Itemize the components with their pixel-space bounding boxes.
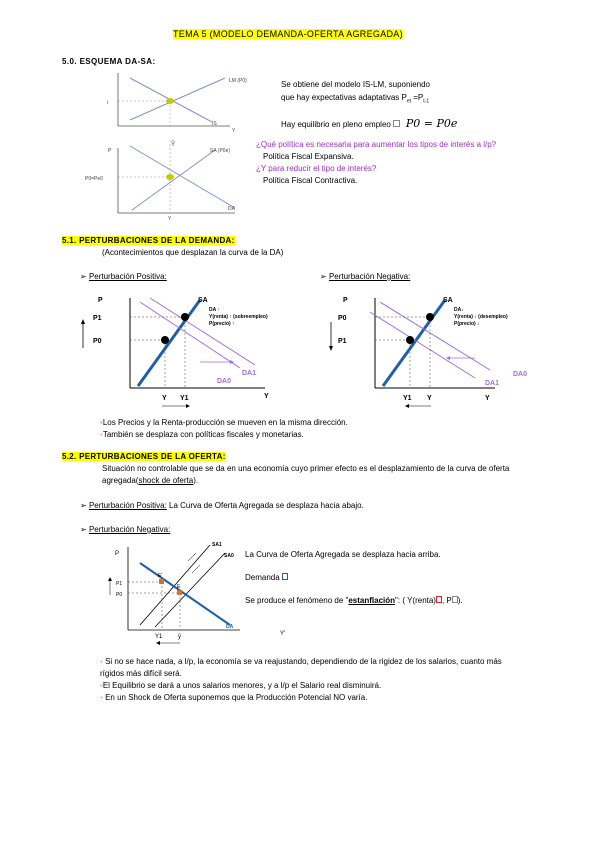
lm-label: LM (P0)	[229, 78, 247, 84]
svg-text:Y: Y	[427, 395, 432, 402]
svg-text:DA ↑: DA ↑	[209, 307, 220, 313]
question-1: ¿Qué política es necesaria para aumentar los tipos de interés a l/p?	[256, 140, 497, 149]
s52-para1: Situación no controlable que se da en una economía cuyo primer efecto es el desplazamiento de la curva de oferta	[102, 464, 510, 473]
svg-text:DA1: DA1	[242, 370, 257, 377]
svg-text:P(precio) ↓: P(precio) ↓	[454, 321, 480, 327]
pos-perturbation-label: ➢ Perturbación Positiva:	[80, 272, 167, 281]
svg-text:DA0: DA0	[513, 371, 528, 378]
svg-text:SA0: SA0	[224, 553, 234, 559]
svg-text:Y1: Y1	[403, 395, 412, 402]
demand-positive-graph	[90, 290, 290, 405]
ybar-label: Ȳ	[171, 142, 176, 148]
da-label: DA	[228, 206, 235, 212]
s52-para2: agregada(shock de oferta).	[102, 476, 199, 485]
svg-text:DA0: DA0	[217, 378, 232, 385]
answer-1: Política Fiscal Expansiva.	[263, 152, 354, 161]
s50-line3: Hay equilibrio en pleno empleo P0 = P0e	[281, 117, 458, 130]
svg-text:Y(renta) ↑ (sobreempleo): Y(renta) ↑ (sobreempleo)	[209, 314, 268, 320]
supply-neg-line1: La Curva de Oferta Agregada se desplaza hacia arriba.	[245, 550, 441, 559]
svg-text:P1: P1	[338, 338, 347, 345]
svg-text:P: P	[115, 551, 120, 557]
s52-bullet3: ◦ En un Shock de Oferta suponemos que la Producción Potencial NO varía.	[100, 693, 368, 702]
p0-label: P0=Pe0	[85, 176, 103, 182]
s50-line2: que hay expectativas adaptativas $P_{et} =P_{t-1}$	[281, 93, 430, 105]
supply-negative-label: ➢ Perturbación Negativa:	[80, 525, 171, 534]
svg-text:P0: P0	[116, 592, 123, 598]
s51-bullet2: ◦También se desplaza con políticas fiscales y monetarias.	[100, 430, 304, 439]
neg-perturbation-label: ➢ Perturbación Negativa:	[320, 272, 411, 281]
svg-text:P1: P1	[116, 581, 123, 587]
y-axis-label-top: Y	[232, 128, 236, 134]
svg-text:Y: Y	[264, 393, 269, 400]
svg-text:P1: P1	[93, 315, 102, 322]
p-axis-label: P	[108, 148, 112, 154]
section-5-1-heading: 5.1. PERTURBACIONES DE LA DEMANDA:	[62, 236, 235, 245]
svg-text:Y: Y	[162, 395, 167, 402]
svg-text:DA↓: DA↓	[454, 307, 464, 313]
answer-2: Política Fiscal Contractiva.	[263, 176, 358, 185]
s52-bullet1b: rígidos más difícil será.	[100, 669, 182, 678]
svg-text:E: E	[177, 584, 181, 590]
supply-neg-line2: Demanda	[245, 573, 288, 582]
section-5-2-heading: 5.2. PERTURBACIONES DE LA OFERTA:	[62, 452, 226, 461]
i0-label: i	[107, 100, 109, 106]
svg-text:ȳ: ȳ	[178, 634, 181, 640]
svg-text:DA: DA	[226, 624, 234, 630]
svg-text:Y1: Y1	[155, 634, 163, 640]
s50-line1: Se obtiene del modelo IS-LM, suponiendo	[281, 80, 430, 89]
svg-text:SA1: SA1	[212, 542, 222, 548]
svg-text:E': E'	[158, 573, 163, 579]
question-2: ¿Y para reducir el tipo de interés?	[256, 164, 377, 173]
section-5-0-heading: 5.0. ESQUEMA DA-SA:	[62, 57, 156, 66]
svg-text:P(precio) ↑: P(precio) ↑	[209, 321, 235, 327]
sa-curve	[138, 300, 200, 386]
svg-text:SA: SA	[443, 297, 453, 304]
dasa-graph	[85, 138, 260, 223]
islm-equilibrium-point	[166, 98, 174, 104]
supply-neg-line3: Se produce el fenómeno de "estanflación": ( Y(renta) , P ).	[245, 596, 463, 605]
svg-text:Y1: Y1	[180, 395, 189, 402]
supply-positive-line: ➢ Perturbación Positiva: La Curva de Oferta Agregada se desplaza hacia abajo.	[80, 501, 364, 510]
svg-text:Y(renta) ↓ (desempleo): Y(renta) ↓ (desempleo)	[454, 314, 508, 320]
svg-text:P: P	[343, 297, 348, 304]
svg-text:Y: Y	[485, 395, 490, 402]
dasa-equilibrium-point	[166, 174, 174, 180]
y-tick-label: Y	[168, 216, 172, 222]
s52-bullet1: ◦ Si no se hace nada, a l/p, la economía se va reajustando, dependiendo de la rigidez de los salarios, cuanto más	[100, 657, 502, 666]
svg-text:P: P	[98, 297, 103, 304]
svg-text:SA: SA	[198, 297, 208, 304]
svg-text:Y': Y'	[280, 631, 286, 637]
s51-bullet1: ◦Los Precios y la Renta-producción se mueven en la misma dirección.	[100, 418, 348, 427]
svg-text:P0: P0	[93, 338, 102, 345]
s52-bullet2: ◦El Equilibrio se dará a unos salarios menores, y a l/p el Salario real disminuirá.	[100, 681, 382, 690]
demand-negative-graph	[335, 290, 535, 405]
svg-text:P0: P0	[338, 315, 347, 322]
page-title: TEMA 5 (MODELO DEMANDA-OFERTA AGREGADA)	[173, 29, 403, 39]
islm-graph	[100, 70, 260, 140]
svg-text:DA1: DA1	[485, 380, 500, 387]
sa-label: SA (P0e)	[210, 148, 231, 154]
is-label: IS	[212, 121, 217, 127]
section-5-1-sub: (Acontecimientos que desplazan la curva de la DA)	[102, 248, 284, 257]
